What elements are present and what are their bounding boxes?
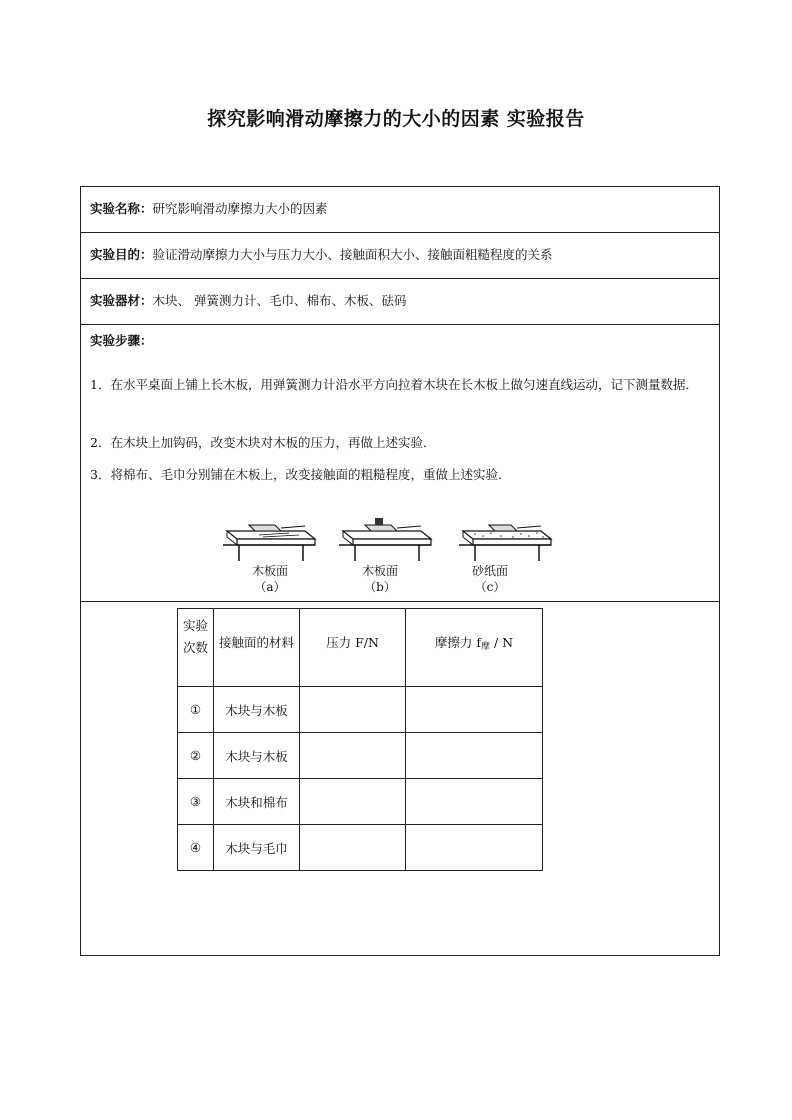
figure-a-caption	[225, 563, 315, 595]
material-cell: 木块和棉布	[214, 779, 300, 825]
pressure-cell	[300, 733, 406, 779]
trial-number-cell: ①	[178, 687, 214, 733]
pressure-header: 压力 F/N	[300, 609, 406, 687]
figure-a-tag: （a）	[254, 580, 286, 594]
trial-number-cell: ④	[178, 825, 214, 871]
friction-cell	[406, 733, 543, 779]
experiment-purpose-label: 实验目的：	[90, 247, 153, 262]
trial-header-line1: 实验	[182, 618, 208, 633]
data-table	[177, 608, 543, 871]
figure-c-caption	[445, 563, 535, 595]
table-row	[178, 733, 543, 779]
table-header-row	[178, 609, 543, 687]
trial-number-cell: ③	[178, 779, 214, 825]
wood-board-setup-icon	[219, 517, 319, 563]
pressure-cell	[300, 779, 406, 825]
experiment-name-row	[81, 187, 719, 233]
table-row	[178, 779, 543, 825]
friction-cell	[406, 779, 543, 825]
wood-board-weight-setup-icon	[335, 517, 435, 563]
figure-c-tag: （c）	[474, 580, 506, 594]
figure-a-surface: 木板面	[251, 564, 288, 578]
friction-cell	[406, 825, 543, 871]
table-row	[178, 825, 543, 871]
pressure-cell	[300, 825, 406, 871]
experiment-equipment-label: 实验器材：	[90, 293, 153, 308]
experiment-steps-label: 实验步骤：	[90, 333, 153, 348]
trial-header-line2: 次数	[182, 640, 208, 655]
page-title: 探究影响滑动摩擦力的大小的因素 实验报告	[207, 108, 585, 130]
report-table	[80, 186, 720, 956]
figure-b-surface: 木板面	[361, 564, 398, 578]
experiment-equipment-value: 木块、 弹簧测力计、毛巾、棉布、木板、砝码	[152, 293, 407, 308]
trial-number-header	[178, 609, 214, 687]
friction-header	[406, 609, 543, 687]
experiment-steps-section	[81, 325, 719, 602]
friction-header-sub: 摩	[480, 642, 490, 652]
experiment-purpose-value: 验证滑动摩擦力大小与压力大小、接触面积大小、接触面粗糙程度的关系	[152, 247, 553, 262]
experiment-purpose-row	[81, 233, 719, 279]
figure-b-tag: （b）	[364, 580, 396, 594]
experiment-name-value: 研究影响滑动摩擦力大小的因素	[152, 201, 328, 216]
step-3: 3．将棉布、毛巾分别铺在木板上，改变接触面的粗糙程度，重做上述实验．	[90, 467, 511, 482]
friction-header-unit: / N	[493, 635, 514, 650]
experiment-name-label: 实验名称：	[90, 201, 153, 216]
pressure-cell	[300, 687, 406, 733]
material-cell: 木块与木板	[214, 733, 300, 779]
friction-cell	[406, 687, 543, 733]
figure-b-caption	[335, 563, 425, 595]
step-1: 1．在水平桌面上铺上长木板，用弹簧测力计沿水平方向拉着木块在长木板上做匀速直线运动，记下测量数据．	[90, 377, 698, 392]
experiment-equipment-row	[81, 279, 719, 325]
figure-c-surface: 砂纸面	[471, 564, 508, 578]
material-header: 接触面的材料	[214, 609, 300, 687]
material-cell: 木块与木板	[214, 687, 300, 733]
friction-header-main: 摩擦力 f	[434, 635, 481, 650]
material-cell: 木块与毛巾	[214, 825, 300, 871]
table-row	[178, 687, 543, 733]
sandpaper-setup-icon	[455, 517, 555, 563]
trial-number-cell: ②	[178, 733, 214, 779]
step-2: 2．在木块上加钩码，改变木块对木板的压力，再做上述实验．	[90, 435, 436, 450]
